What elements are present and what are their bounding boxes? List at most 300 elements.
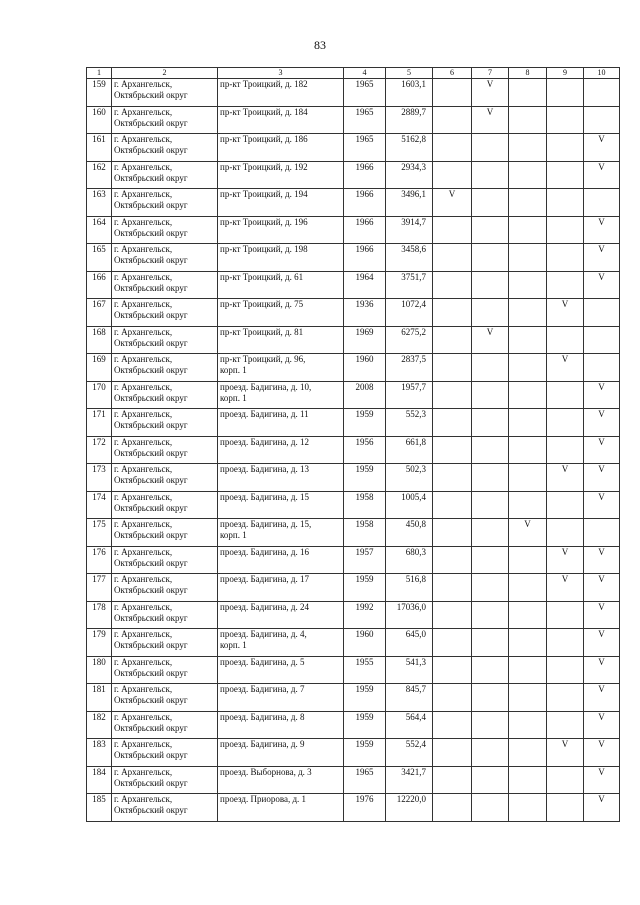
row-number-cell: 159 [87, 79, 112, 107]
table-row [87, 464, 620, 492]
table-row [87, 189, 620, 217]
row-number-cell: 160 [87, 106, 112, 134]
mark-cell-6 [433, 134, 472, 162]
mark-cell-9 [547, 409, 584, 437]
mark-cell-10 [584, 326, 620, 354]
mark-cell-8 [509, 326, 547, 354]
mark-cell-6 [433, 629, 472, 657]
street-address-cell [218, 354, 344, 382]
address-city-line: г. Архангельск, [114, 409, 173, 419]
column-header: 2 [112, 68, 218, 79]
row-number-cell: 182 [87, 711, 112, 739]
mark-cell-10: V [584, 161, 620, 189]
address-street-line: пр-кт Троицкий, д. 186 [220, 134, 308, 144]
mark-cell-6 [433, 409, 472, 437]
mark-cell-7 [472, 519, 509, 547]
city-district-cell [112, 189, 218, 217]
address-street-line: пр-кт Троицкий, д. 196 [220, 216, 308, 227]
address-street-line: пр-кт Троицкий, д. 194 [220, 189, 308, 199]
mark-cell-10 [584, 354, 620, 382]
city-district-cell [112, 684, 218, 712]
mark-cell-10: V [584, 794, 620, 822]
mark-cell-9 [547, 106, 584, 134]
year-cell: 1964 [344, 271, 386, 299]
mark-cell-6 [433, 79, 472, 107]
mark-cell-8 [509, 656, 547, 684]
address-city-line: Октябрьский округ [114, 420, 188, 430]
mark-cell-6 [433, 794, 472, 822]
mark-cell-10: V [584, 766, 620, 794]
mark-cell-7 [472, 574, 509, 602]
mark-cell-8 [509, 134, 547, 162]
mark-cell-10 [584, 79, 620, 107]
area-cell: 3914,7 [386, 216, 433, 244]
address-city-line: Октябрьский округ [114, 695, 188, 705]
street-address-cell [218, 794, 344, 822]
mark-cell-8 [509, 244, 547, 272]
street-address-cell [218, 134, 344, 162]
table-row [87, 794, 620, 822]
column-header: 3 [218, 68, 344, 79]
street-address-cell [218, 216, 344, 244]
row-number-cell: 180 [87, 656, 112, 684]
year-cell: 2008 [344, 381, 386, 409]
address-city-line: Октябрьский округ [114, 640, 188, 650]
mark-cell-7 [472, 491, 509, 519]
address-city-line: Октябрьский округ [114, 805, 188, 815]
mark-cell-8 [509, 574, 547, 602]
table-row [87, 766, 620, 794]
mark-cell-7 [472, 381, 509, 409]
mark-cell-6 [433, 601, 472, 629]
row-number-cell: 176 [87, 546, 112, 574]
year-cell: 1960 [344, 629, 386, 657]
area-cell: 1005,4 [386, 491, 433, 519]
street-address-cell [218, 271, 344, 299]
mark-cell-9 [547, 766, 584, 794]
year-cell: 1956 [344, 436, 386, 464]
area-cell: 1603,1 [386, 79, 433, 107]
mark-cell-7: V [472, 326, 509, 354]
mark-cell-8 [509, 299, 547, 327]
mark-cell-7 [472, 711, 509, 739]
row-number-cell: 183 [87, 739, 112, 767]
mark-cell-9: V [547, 464, 584, 492]
table-row [87, 381, 620, 409]
column-header: 5 [386, 68, 433, 79]
mark-cell-8 [509, 436, 547, 464]
mark-cell-6 [433, 299, 472, 327]
year-cell: 1966 [344, 244, 386, 272]
street-address-cell [218, 546, 344, 574]
address-street-line: пр-кт Троицкий, д. 182 [220, 79, 308, 89]
address-city-line: г. Архангельск, [114, 656, 173, 667]
address-city-line: г. Архангельск, [114, 794, 173, 804]
mark-cell-9 [547, 519, 584, 547]
address-street-line: проезд. Бадигина, д. 5 [220, 656, 305, 667]
mark-cell-9 [547, 711, 584, 739]
mark-cell-10: V [584, 711, 620, 739]
row-number-cell: 163 [87, 189, 112, 217]
address-street-line: проезд. Бадигина, д. 17 [220, 574, 309, 584]
mark-cell-8 [509, 546, 547, 574]
street-address-cell [218, 684, 344, 712]
table-row [87, 684, 620, 712]
address-street-line: проезд. Бадигина, д. 7 [220, 684, 305, 694]
street-address-cell [218, 381, 344, 409]
mark-cell-7 [472, 271, 509, 299]
mark-cell-7 [472, 409, 509, 437]
mark-cell-9 [547, 794, 584, 822]
area-cell: 2934,3 [386, 161, 433, 189]
mark-cell-7 [472, 354, 509, 382]
table-row [87, 106, 620, 134]
address-city-line: Октябрьский округ [114, 502, 188, 513]
city-district-cell [112, 601, 218, 629]
address-city-line: г. Архангельск, [114, 354, 173, 364]
mark-cell-10: V [584, 491, 620, 519]
mark-cell-8 [509, 216, 547, 244]
table-row [87, 79, 620, 107]
table-row [87, 656, 620, 684]
city-district-cell [112, 491, 218, 519]
street-address-cell [218, 106, 344, 134]
row-number-cell: 161 [87, 134, 112, 162]
area-cell: 3458,6 [386, 244, 433, 272]
mark-cell-10: V [584, 436, 620, 464]
address-city-line: г. Архангельск, [114, 134, 173, 144]
mark-cell-7 [472, 656, 509, 684]
year-cell: 1965 [344, 79, 386, 107]
address-street-line: проезд. Выборнова, д. 3 [220, 766, 312, 777]
city-district-cell [112, 244, 218, 272]
city-district-cell [112, 326, 218, 354]
area-cell: 3496,1 [386, 189, 433, 217]
address-city-line: г. Архангельск, [114, 106, 173, 117]
city-district-cell [112, 711, 218, 739]
year-cell: 1966 [344, 161, 386, 189]
address-street-line: корп. 1 [220, 365, 247, 375]
mark-cell-6 [433, 464, 472, 492]
address-street-line: проезд. Бадигина, д. 8 [220, 711, 305, 722]
address-street-line: корп. 1 [220, 530, 247, 540]
street-address-cell [218, 491, 344, 519]
address-city-line: г. Архангельск, [114, 436, 173, 447]
row-number-cell: 166 [87, 271, 112, 299]
mark-cell-7 [472, 134, 509, 162]
address-city-line: Октябрьский округ [114, 447, 188, 458]
address-city-line: Октябрьский округ [114, 200, 188, 210]
street-address-cell [218, 766, 344, 794]
year-cell: 1959 [344, 409, 386, 437]
table-row [87, 739, 620, 767]
street-address-cell [218, 161, 344, 189]
mark-cell-7 [472, 464, 509, 492]
area-cell: 6275,2 [386, 326, 433, 354]
address-city-line: Октябрьский округ [114, 145, 188, 155]
mark-cell-8 [509, 711, 547, 739]
street-address-cell [218, 299, 344, 327]
row-number-cell: 165 [87, 244, 112, 272]
row-number-cell: 184 [87, 766, 112, 794]
city-district-cell [112, 216, 218, 244]
mark-cell-8: V [509, 519, 547, 547]
row-number-cell: 175 [87, 519, 112, 547]
column-header: 10 [584, 68, 620, 79]
mark-cell-6 [433, 216, 472, 244]
mark-cell-7 [472, 189, 509, 217]
address-city-line: г. Архангельск, [114, 574, 173, 584]
address-city-line: Октябрьский округ [114, 392, 188, 403]
row-number-cell: 171 [87, 409, 112, 437]
mark-cell-6 [433, 244, 472, 272]
mark-cell-8 [509, 739, 547, 767]
address-city-line: Октябрьский округ [114, 612, 188, 623]
address-city-line: г. Архангельск, [114, 739, 173, 749]
city-district-cell [112, 134, 218, 162]
column-header: 9 [547, 68, 584, 79]
address-street-line: пр-кт Троицкий, д. 81 [220, 326, 304, 337]
mark-cell-6 [433, 574, 472, 602]
table-row [87, 629, 620, 657]
address-city-line: г. Архангельск, [114, 244, 173, 254]
address-street-line: проезд. Бадигина, д. 13 [220, 464, 309, 474]
mark-cell-10: V [584, 464, 620, 492]
street-address-cell [218, 656, 344, 684]
area-cell: 552,3 [386, 409, 433, 437]
address-street-line: проезд. Бадигина, д. 4, [220, 629, 307, 639]
city-district-cell [112, 409, 218, 437]
mark-cell-7 [472, 629, 509, 657]
city-district-cell [112, 656, 218, 684]
address-street-line: пр-кт Троицкий, д. 192 [220, 161, 308, 172]
address-city-line: г. Архангельск, [114, 546, 173, 557]
table-row [87, 601, 620, 629]
year-cell: 1957 [344, 546, 386, 574]
year-cell: 1959 [344, 684, 386, 712]
table-row [87, 299, 620, 327]
mark-cell-9 [547, 684, 584, 712]
address-city-line: Октябрьский округ [114, 557, 188, 568]
mark-cell-7 [472, 244, 509, 272]
address-street-line: пр-кт Троицкий, д. 96, [220, 354, 306, 364]
street-address-cell [218, 739, 344, 767]
mark-cell-7 [472, 601, 509, 629]
address-street-line: проезд. Приорова, д. 1 [220, 794, 307, 804]
table-row [87, 519, 620, 547]
address-street-line: проезд. Бадигина, д. 16 [220, 546, 309, 557]
mark-cell-6 [433, 161, 472, 189]
mark-cell-8 [509, 189, 547, 217]
area-cell: 450,8 [386, 519, 433, 547]
mark-cell-9 [547, 656, 584, 684]
mark-cell-9 [547, 79, 584, 107]
address-city-line: Октябрьский округ [114, 310, 188, 320]
address-city-line: г. Архангельск, [114, 766, 173, 777]
row-number-cell: 185 [87, 794, 112, 822]
mark-cell-9: V [547, 574, 584, 602]
column-header: 4 [344, 68, 386, 79]
mark-cell-6 [433, 711, 472, 739]
mark-cell-7 [472, 546, 509, 574]
row-number-cell: 162 [87, 161, 112, 189]
table-row [87, 546, 620, 574]
street-address-cell [218, 326, 344, 354]
city-district-cell [112, 546, 218, 574]
city-district-cell [112, 79, 218, 107]
area-cell: 17036,0 [386, 601, 433, 629]
street-address-cell [218, 629, 344, 657]
mark-cell-10: V [584, 739, 620, 767]
address-city-line: г. Архангельск, [114, 381, 173, 392]
mark-cell-8 [509, 106, 547, 134]
mark-cell-10: V [584, 546, 620, 574]
address-city-line: Октябрьский округ [114, 475, 188, 485]
mark-cell-6 [433, 354, 472, 382]
area-cell: 1957,7 [386, 381, 433, 409]
table-row [87, 491, 620, 519]
table-row [87, 271, 620, 299]
address-city-line: Октябрьский округ [114, 585, 188, 595]
mark-cell-9 [547, 189, 584, 217]
year-cell: 1960 [344, 354, 386, 382]
mark-cell-10 [584, 106, 620, 134]
address-city-line: г. Архангельск, [114, 216, 173, 227]
address-city-line: г. Архангельск, [114, 189, 173, 199]
street-address-cell [218, 574, 344, 602]
street-address-cell [218, 244, 344, 272]
mark-cell-9 [547, 629, 584, 657]
row-number-cell: 179 [87, 629, 112, 657]
address-street-line: проезд. Бадигина, д. 9 [220, 739, 305, 749]
address-street-line: пр-кт Троицкий, д. 184 [220, 106, 308, 117]
mark-cell-6 [433, 491, 472, 519]
address-city-line: Октябрьский округ [114, 90, 188, 100]
mark-cell-7: V [472, 106, 509, 134]
housing-register-table [86, 67, 620, 822]
address-city-line: Октябрьский округ [114, 365, 188, 375]
address-city-line: Октябрьский округ [114, 172, 188, 183]
address-street-line: пр-кт Троицкий, д. 75 [220, 299, 304, 309]
mark-cell-8 [509, 271, 547, 299]
mark-cell-10: V [584, 216, 620, 244]
street-address-cell [218, 464, 344, 492]
address-city-line: Октябрьский округ [114, 337, 188, 348]
area-cell: 3421,7 [386, 766, 433, 794]
mark-cell-10: V [584, 381, 620, 409]
mark-cell-9 [547, 381, 584, 409]
city-district-cell [112, 381, 218, 409]
mark-cell-10 [584, 299, 620, 327]
mark-cell-8 [509, 766, 547, 794]
year-cell: 1959 [344, 739, 386, 767]
table-row [87, 409, 620, 437]
year-cell: 1965 [344, 766, 386, 794]
mark-cell-6 [433, 656, 472, 684]
street-address-cell [218, 601, 344, 629]
city-district-cell [112, 629, 218, 657]
column-header: 7 [472, 68, 509, 79]
row-number-cell: 172 [87, 436, 112, 464]
mark-cell-8 [509, 381, 547, 409]
address-city-line: Октябрьский округ [114, 750, 188, 760]
address-city-line: Октябрьский округ [114, 227, 188, 238]
address-city-line: Октябрьский округ [114, 255, 188, 265]
address-city-line: Октябрьский округ [114, 667, 188, 678]
mark-cell-8 [509, 629, 547, 657]
year-cell: 1976 [344, 794, 386, 822]
street-address-cell [218, 189, 344, 217]
address-street-line: пр-кт Троицкий, д. 61 [220, 271, 304, 282]
mark-cell-9 [547, 436, 584, 464]
row-number-cell: 174 [87, 491, 112, 519]
mark-cell-8 [509, 601, 547, 629]
year-cell: 1966 [344, 216, 386, 244]
address-city-line: Октябрьский округ [114, 722, 188, 733]
table-row [87, 574, 620, 602]
mark-cell-10: V [584, 629, 620, 657]
address-street-line: корп. 1 [220, 640, 247, 650]
address-street-line: корп. 1 [220, 392, 247, 403]
mark-cell-9: V [547, 546, 584, 574]
address-city-line: г. Архангельск, [114, 299, 173, 309]
city-district-cell [112, 161, 218, 189]
mark-cell-6 [433, 546, 472, 574]
address-city-line: Октябрьский округ [114, 282, 188, 293]
mark-cell-6 [433, 326, 472, 354]
year-cell: 1965 [344, 134, 386, 162]
year-cell: 1992 [344, 601, 386, 629]
city-district-cell [112, 436, 218, 464]
address-city-line: г. Архангельск, [114, 601, 173, 612]
area-cell: 5162,8 [386, 134, 433, 162]
city-district-cell [112, 519, 218, 547]
mark-cell-9 [547, 216, 584, 244]
mark-cell-10: V [584, 271, 620, 299]
mark-cell-7 [472, 766, 509, 794]
year-cell: 1965 [344, 106, 386, 134]
city-district-cell [112, 739, 218, 767]
mark-cell-10 [584, 189, 620, 217]
address-city-line: г. Архангельск, [114, 161, 173, 172]
address-street-line: проезд. Бадигина, д. 24 [220, 601, 309, 612]
mark-cell-9: V [547, 299, 584, 327]
address-city-line: г. Архангельск, [114, 491, 173, 502]
table-row [87, 711, 620, 739]
mark-cell-10: V [584, 656, 620, 684]
mark-cell-6 [433, 766, 472, 794]
area-cell: 680,3 [386, 546, 433, 574]
mark-cell-10: V [584, 601, 620, 629]
area-cell: 661,8 [386, 436, 433, 464]
column-header: 8 [509, 68, 547, 79]
mark-cell-8 [509, 491, 547, 519]
mark-cell-10: V [584, 134, 620, 162]
mark-cell-9 [547, 601, 584, 629]
table-row [87, 134, 620, 162]
mark-cell-10: V [584, 409, 620, 437]
year-cell: 1959 [344, 464, 386, 492]
table-row [87, 354, 620, 382]
mark-cell-6 [433, 271, 472, 299]
row-number-cell: 181 [87, 684, 112, 712]
city-district-cell [112, 574, 218, 602]
street-address-cell [218, 409, 344, 437]
address-street-line: проезд. Бадигина, д. 10, [220, 381, 312, 392]
year-cell: 1969 [344, 326, 386, 354]
table-row [87, 161, 620, 189]
area-cell: 3751,7 [386, 271, 433, 299]
